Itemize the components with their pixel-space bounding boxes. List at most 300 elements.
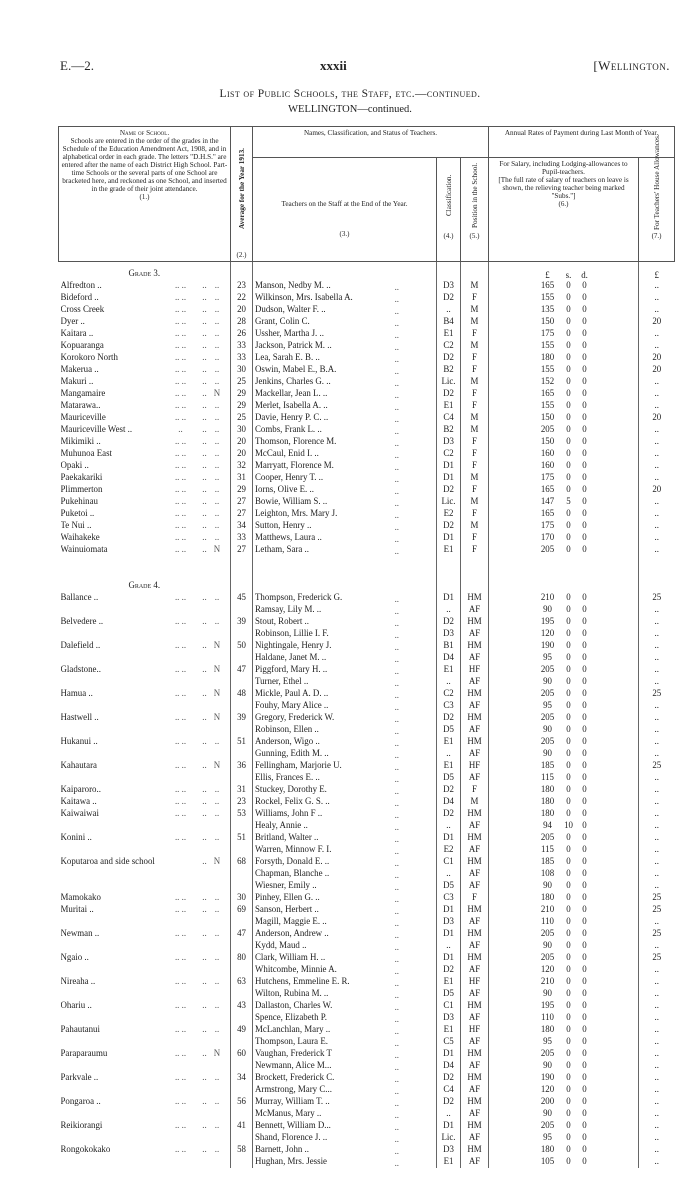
table-row <box>59 700 675 712</box>
teacher-cell <box>253 796 437 808</box>
position: M <box>461 280 489 292</box>
average-attendance <box>231 1036 253 1048</box>
teacher-name: Shand, Florence J. .. <box>255 1132 328 1142</box>
dot-leader: .. .. <box>174 376 187 386</box>
position: HF <box>461 976 489 988</box>
position: HM <box>461 856 489 868</box>
school-cell <box>59 1000 231 1012</box>
classification: .. <box>437 940 461 952</box>
salary-shillings: 0 <box>566 388 571 398</box>
average-attendance: 29 <box>231 484 253 496</box>
unit-pounds: £ <box>545 270 550 280</box>
school-cell <box>59 1096 231 1108</box>
classification: D5 <box>437 988 461 1000</box>
teacher-cell <box>253 1144 437 1156</box>
salary-shillings: 0 <box>566 784 571 794</box>
dot-leader: .. <box>202 448 207 458</box>
dot-leader: .. <box>394 438 399 448</box>
dot-leader: .. <box>394 1158 399 1168</box>
position: M <box>461 316 489 328</box>
salary-cell <box>489 304 639 316</box>
teacher-cell <box>253 1060 437 1072</box>
position: AF <box>461 1108 489 1120</box>
position: AF <box>461 964 489 976</box>
teacher-name: Warren, Minnow F. I. <box>255 844 332 854</box>
teacher-name: Cooper, Henry T. .. <box>255 472 324 482</box>
teacher-name: Britland, Walter .. <box>255 832 319 842</box>
salary-cell <box>489 400 639 412</box>
salary-pence: 0 <box>582 1000 587 1010</box>
salary-pence: 0 <box>582 832 587 842</box>
dot-leader: .. <box>202 328 207 338</box>
salary-cell <box>489 748 639 760</box>
salary-pence: 0 <box>582 1024 587 1034</box>
classification: Lic. <box>437 1132 461 1144</box>
classification: B4 <box>437 316 461 328</box>
salary-shillings: 0 <box>566 616 571 626</box>
classification: C4 <box>437 412 461 424</box>
position: F <box>461 364 489 376</box>
dot-leader: .. <box>202 832 207 842</box>
salary-pence: 0 <box>582 448 587 458</box>
table-row <box>59 988 675 1000</box>
school-flag: .. <box>214 316 220 326</box>
dot-leader: .. <box>394 930 399 940</box>
dot-leader: .. <box>394 1002 399 1012</box>
salary-pounds: 155 <box>540 400 555 410</box>
position: AF <box>461 988 489 1000</box>
teacher-cell <box>253 856 437 868</box>
classification: D1 <box>437 460 461 472</box>
dot-leader: .. .. <box>174 388 187 398</box>
teacher-name: Hughan, Mrs. Jessie <box>255 1156 327 1166</box>
dot-leader: .. <box>394 678 399 688</box>
classification: D3 <box>437 628 461 640</box>
table-row <box>59 340 675 352</box>
dot-leader: .. <box>394 522 399 532</box>
average-attendance: 43 <box>231 1000 253 1012</box>
school-flag: .. <box>214 484 220 494</box>
dot-leader: .. .. <box>174 808 187 818</box>
salary-shillings: 0 <box>566 1096 571 1106</box>
col-salary-num: (6.) <box>558 200 569 208</box>
school-name: Te Nui .. <box>60 520 92 530</box>
teacher-name: Forsyth, Donald E. .. <box>255 856 330 866</box>
grade-heading-row <box>59 262 675 281</box>
dot-leader: .. <box>394 330 399 340</box>
dot-leader: .. <box>394 738 399 748</box>
classification: E1 <box>437 328 461 340</box>
salary-pence: 0 <box>582 376 587 386</box>
house-allowance: 25 <box>652 892 662 902</box>
classification: C3 <box>437 700 461 712</box>
school-name: Newman .. <box>60 928 100 938</box>
teacher-cell <box>253 1156 437 1168</box>
table-row <box>59 1132 675 1144</box>
dot-leader: .. <box>394 546 399 556</box>
salary-shillings: 0 <box>566 328 571 338</box>
salary-pence: 0 <box>582 748 587 758</box>
teacher-name: Wilkinson, Mrs. Isabella A. <box>255 292 353 302</box>
dot-leader: .. <box>394 654 399 664</box>
table-row <box>59 304 675 316</box>
salary-shillings: 0 <box>566 1108 571 1118</box>
dot-leader: .. <box>202 1000 207 1010</box>
salary-cell <box>489 628 639 640</box>
teacher-name: Gregory, Frederick W. <box>255 712 335 722</box>
table-row <box>59 448 675 460</box>
classification: D4 <box>437 796 461 808</box>
teacher-cell <box>253 460 437 472</box>
salary-pounds: 210 <box>540 592 555 602</box>
average-attendance <box>231 700 253 712</box>
salary-pounds: 150 <box>540 316 555 326</box>
position: AF <box>461 1060 489 1072</box>
table-row <box>59 640 675 652</box>
classification: D3 <box>437 1144 461 1156</box>
salary-cell <box>489 1024 639 1036</box>
average-attendance: 58 <box>231 1144 253 1156</box>
col-average-header <box>231 127 253 262</box>
salary-pence: 0 <box>582 928 587 938</box>
classification: C2 <box>437 340 461 352</box>
teacher-cell <box>253 628 437 640</box>
school-flag: .. <box>214 592 220 602</box>
salary-pounds: 200 <box>540 1096 555 1106</box>
average-attendance <box>231 724 253 736</box>
average-attendance <box>231 628 253 640</box>
house-allowance: 25 <box>652 904 662 914</box>
dot-leader: .. <box>394 318 399 328</box>
school-name: Mangamaire <box>60 388 106 398</box>
dot-leader: .. <box>202 364 207 374</box>
dot-leader: .. <box>394 978 399 988</box>
house-allowance: 25 <box>652 952 662 962</box>
school-flag: .. <box>214 1120 220 1130</box>
average-attendance: 23 <box>231 280 253 292</box>
salary-shillings: 0 <box>566 484 571 494</box>
dot-leader: .. <box>202 340 207 350</box>
col-salary-title: For Salary, including Lodging-allowances to Pupil-teachers. <box>499 160 628 176</box>
dot-leader: .. <box>394 486 399 496</box>
page-code: E.—2. <box>60 58 94 73</box>
salary-shillings: 0 <box>566 472 571 482</box>
classification: D1 <box>437 592 461 604</box>
average-attendance: 47 <box>231 664 253 676</box>
salary-cell <box>489 880 639 892</box>
grade-heading-row <box>59 574 675 592</box>
dot-leader: .. <box>394 954 399 964</box>
dot-leader: .. .. <box>174 664 187 674</box>
teacher-name: Clark, William H. .. <box>255 952 326 962</box>
salary-pence: 0 <box>582 868 587 878</box>
classification: D1 <box>437 928 461 940</box>
average-attendance: 32 <box>231 460 253 472</box>
average-attendance <box>231 1108 253 1120</box>
dot-leader: .. .. <box>174 340 187 350</box>
salary-cell <box>489 1012 639 1024</box>
salary-pence: 0 <box>582 844 587 854</box>
dot-leader: .. <box>202 508 207 518</box>
position: HM <box>461 688 489 700</box>
house-allowance: .. <box>654 772 659 782</box>
table-row <box>59 496 675 508</box>
school-name: Pukehinau <box>60 496 98 506</box>
position: HM <box>461 1072 489 1084</box>
school-flag: .. <box>214 448 220 458</box>
house-allowance: .. <box>654 520 659 530</box>
unit-labels <box>489 262 639 281</box>
salary-pence: 0 <box>582 340 587 350</box>
school-cell <box>59 688 231 700</box>
house-allowance: 25 <box>652 928 662 938</box>
position: M <box>461 496 489 508</box>
classification: D2 <box>437 1096 461 1108</box>
table-row <box>59 388 675 400</box>
school-flag: .. <box>214 532 220 542</box>
school-flag: .. <box>214 472 220 482</box>
teacher-cell <box>253 292 437 304</box>
dot-leader: .. <box>202 1096 207 1106</box>
salary-cell <box>489 1144 639 1156</box>
teacher-cell <box>253 688 437 700</box>
grade-label: Grade 3. <box>59 262 231 281</box>
dot-leader: .. .. <box>174 412 187 422</box>
dot-leader: .. .. <box>174 688 187 698</box>
salary-pounds: 90 <box>543 1108 552 1118</box>
table-row <box>59 688 675 700</box>
school-flag: N <box>213 664 221 674</box>
salary-shillings: 0 <box>566 1132 571 1142</box>
salary-cell <box>489 316 639 328</box>
salary-pence: 0 <box>582 604 587 614</box>
position: M <box>461 412 489 424</box>
position: AF <box>461 916 489 928</box>
salary-shillings: 0 <box>566 652 571 662</box>
average-attendance: 39 <box>231 616 253 628</box>
teacher-cell <box>253 304 437 316</box>
teacher-name: Anderson, Andrew .. <box>255 928 329 938</box>
teacher-name: Bennett, William D... <box>255 1120 331 1130</box>
dot-leader: .. <box>394 294 399 304</box>
teacher-name: McLanchlan, Mary .. <box>255 1024 331 1034</box>
position: HM <box>461 904 489 916</box>
school-flag: .. <box>214 292 220 302</box>
teacher-name: Murray, William T. .. <box>255 1096 330 1106</box>
teacher-cell <box>253 772 437 784</box>
school-flag: .. <box>214 364 220 374</box>
position: AF <box>461 868 489 880</box>
classification: D5 <box>437 724 461 736</box>
dot-leader: .. <box>202 484 207 494</box>
salary-pounds: 95 <box>543 652 552 662</box>
school-name: Pongaroa .. <box>60 1096 101 1106</box>
school-flag: .. <box>214 1144 220 1154</box>
house-allowance: .. <box>654 652 659 662</box>
salary-shillings: 0 <box>566 424 571 434</box>
position: M <box>461 340 489 352</box>
classification: D1 <box>437 532 461 544</box>
classification: E1 <box>437 1156 461 1168</box>
school-flag: .. <box>214 280 220 290</box>
teacher-cell <box>253 952 437 964</box>
salary-cell <box>489 352 639 364</box>
school-cell <box>59 340 231 352</box>
position: F <box>461 784 489 796</box>
dot-leader: .. <box>202 1048 207 1058</box>
school-cell <box>59 1048 231 1060</box>
salary-pence: 0 <box>582 400 587 410</box>
school-flag: .. <box>214 796 220 806</box>
salary-pounds: 170 <box>540 532 555 542</box>
dot-leader: .. .. <box>174 1000 187 1010</box>
table-row <box>59 376 675 388</box>
salary-pence: 0 <box>582 1060 587 1070</box>
dot-leader: .. <box>202 376 207 386</box>
salary-shillings: 0 <box>566 712 571 722</box>
school-cell <box>59 760 231 772</box>
col-class-num: (4.) <box>443 232 454 240</box>
dot-leader: .. <box>394 354 399 364</box>
salary-cell <box>489 340 639 352</box>
salary-cell <box>489 916 639 928</box>
table-row <box>59 460 675 472</box>
school-name: Puketoi .. <box>60 508 95 518</box>
salary-cell <box>489 544 639 556</box>
salary-shillings: 0 <box>566 1060 571 1070</box>
dot-leader: .. <box>394 474 399 484</box>
school-name: Nireaha .. <box>60 976 96 986</box>
average-attendance <box>231 1156 253 1168</box>
house-allowance: .. <box>654 1060 659 1070</box>
dot-leader <box>163 856 199 866</box>
teacher-cell <box>253 832 437 844</box>
salary-pounds: 110 <box>541 1012 554 1022</box>
salary-cell <box>489 1048 639 1060</box>
teacher-cell <box>253 352 437 364</box>
teacher-cell <box>253 940 437 952</box>
salary-pence: 0 <box>582 736 587 746</box>
house-allowance: .. <box>654 1000 659 1010</box>
col-school-title: Name of School. <box>119 129 170 137</box>
average-attendance: 30 <box>231 424 253 436</box>
dot-leader: .. <box>202 1120 207 1130</box>
salary-cell <box>489 640 639 652</box>
salary-pence: 0 <box>582 352 587 362</box>
teacher-cell <box>253 928 437 940</box>
salary-pounds: 135 <box>540 304 555 314</box>
salary-pounds: 205 <box>540 952 555 962</box>
teacher-name: Thomson, Florence M. <box>255 436 337 446</box>
position: F <box>461 532 489 544</box>
teacher-cell <box>253 988 437 1000</box>
dot-leader: .. <box>394 1098 399 1108</box>
salary-cell <box>489 364 639 376</box>
house-allowance: .. <box>654 1144 659 1154</box>
dot-leader: .. .. <box>174 520 187 530</box>
salary-cell <box>489 964 639 976</box>
table-row <box>59 472 675 484</box>
position: HM <box>461 1048 489 1060</box>
salary-shillings: 0 <box>566 880 571 890</box>
school-cell <box>59 472 231 484</box>
salary-pence: 0 <box>582 292 587 302</box>
average-attendance: 47 <box>231 928 253 940</box>
house-allowance: .. <box>654 1036 659 1046</box>
teacher-cell <box>253 868 437 880</box>
teacher-cell <box>253 844 437 856</box>
salary-pence: 0 <box>582 796 587 806</box>
dot-leader: .. <box>394 630 399 640</box>
classification: B2 <box>437 364 461 376</box>
dot-leader: .. <box>202 292 207 302</box>
classification: D1 <box>437 832 461 844</box>
school-name: Kahautara <box>60 760 97 770</box>
house-allowance: .. <box>654 964 659 974</box>
teacher-cell <box>253 1024 437 1036</box>
col-average-num: (2.) <box>236 251 247 259</box>
school-flag: .. <box>214 736 220 746</box>
salary-cell <box>489 520 639 532</box>
teacher-cell <box>253 388 437 400</box>
school-cell <box>59 1084 231 1096</box>
salary-pounds: 155 <box>540 340 555 350</box>
salary-cell <box>489 604 639 616</box>
salary-pence: 0 <box>582 1156 587 1166</box>
dot-leader: .. .. <box>174 832 187 842</box>
salary-cell <box>489 1120 639 1132</box>
table-row <box>59 328 675 340</box>
salary-pounds: 165 <box>540 280 555 290</box>
classification: D4 <box>437 652 461 664</box>
teacher-name: Bowie, William S. .. <box>255 496 328 506</box>
salary-shillings: 0 <box>566 856 571 866</box>
col-average-title: Average for the Year 1913. <box>237 148 246 230</box>
unit-shillings: s. <box>565 270 572 280</box>
salary-pence: 0 <box>582 1108 587 1118</box>
classification: C4 <box>437 1084 461 1096</box>
school-cell <box>59 964 231 976</box>
teacher-cell <box>253 820 437 832</box>
position: F <box>461 352 489 364</box>
table-row <box>59 772 675 784</box>
house-allowance: .. <box>654 868 659 878</box>
salary-pounds: 210 <box>540 904 555 914</box>
teacher-cell <box>253 976 437 988</box>
house-allowance: 20 <box>652 412 662 422</box>
average-attendance: 27 <box>231 496 253 508</box>
average-attendance: 31 <box>231 784 253 796</box>
dot-leader: .. <box>202 316 207 326</box>
school-cell <box>59 796 231 808</box>
school-cell <box>59 880 231 892</box>
school-cell <box>59 292 231 304</box>
dot-leader: .. <box>394 690 399 700</box>
school-cell <box>59 316 231 328</box>
position: AF <box>461 628 489 640</box>
dot-leader: .. <box>394 810 399 820</box>
teacher-name: Haldane, Janet M. .. <box>255 652 327 662</box>
teacher-name: Brockett, Frederick C. <box>255 1072 335 1082</box>
average-attendance: 56 <box>231 1096 253 1108</box>
teacher-cell <box>253 436 437 448</box>
dot-leader: .. <box>394 750 399 760</box>
salary-shillings: 0 <box>566 868 571 878</box>
school-cell <box>59 712 231 724</box>
school-flag: .. <box>214 952 220 962</box>
salary-shillings: 0 <box>566 376 571 386</box>
dot-leader: .. .. <box>174 736 187 746</box>
